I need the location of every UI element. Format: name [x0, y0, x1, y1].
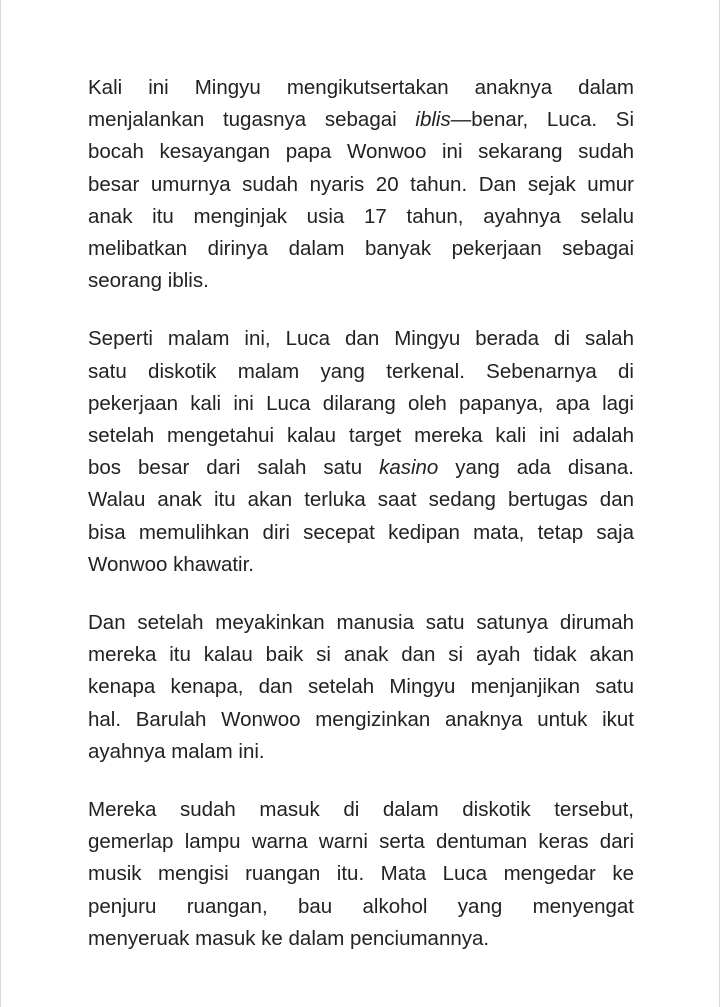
text-run: penjuru ruangan, bau alkohol yang menyengat: [88, 894, 634, 918]
text-run: ayahnya malam ini.: [88, 739, 265, 763]
text-run: satu diskotik malam yang terkenal. Sebenarnya di: [88, 359, 634, 383]
document-body: [88, 72, 634, 981]
text-run: pekerjaan kali ini Luca dilarang oleh papanya, apa lagi: [88, 391, 634, 415]
text-line: [88, 265, 634, 297]
text-line: [88, 388, 634, 420]
text-run: Kali ini Mingyu mengikutsertakan anaknya dalam: [88, 76, 634, 99]
text-run: Seperti malam ini, Luca dan Mingyu berada di salah: [88, 327, 634, 351]
italic-text: iblis: [415, 108, 451, 132]
text-run: yang ada disana.: [438, 456, 634, 480]
text-line: [88, 639, 634, 671]
text-line: [88, 233, 634, 265]
text-run: kenapa kenapa, dan setelah Mingyu menjanjikan satu: [88, 675, 634, 699]
text-run: mereka itu kalau baik si anak dan si ayah tidak akan: [88, 643, 634, 667]
text-line: [88, 671, 634, 703]
text-line: [88, 826, 634, 858]
text-run: bos besar dari salah satu: [88, 456, 380, 480]
text-line: [88, 891, 634, 923]
text-line: [88, 704, 634, 736]
text-line: [88, 549, 634, 581]
text-run: musik mengisi ruangan itu. Mata Luca mengedar ke: [88, 862, 634, 886]
text-line: [88, 923, 634, 955]
paragraph: [88, 607, 634, 768]
text-run: anak itu menginjak usia 17 tahun, ayahnya selalu: [88, 204, 634, 228]
paragraph: [88, 72, 634, 297]
text-line: [88, 517, 634, 549]
text-run: setelah mengetahui kalau target mereka kali ini adalah: [88, 424, 634, 448]
text-run: melibatkan dirinya dalam banyak pekerjaan sebagai: [88, 237, 634, 261]
text-line: [88, 323, 634, 355]
text-run: Mereka sudah masuk di dalam diskotik tersebut,: [88, 798, 634, 822]
italic-text: kasino: [379, 456, 439, 480]
text-run: seorang iblis.: [88, 269, 209, 293]
text-line: [88, 452, 634, 484]
text-run: bocah kesayangan papa Wonwoo ini sekarang sudah: [88, 140, 634, 164]
paragraph: [88, 323, 634, 581]
text-line: [88, 484, 634, 516]
text-line: [88, 136, 634, 168]
text-line: [88, 201, 634, 233]
text-line: [88, 169, 634, 201]
text-run: gemerlap lampu warna warni serta dentuman keras dari: [88, 830, 634, 854]
text-line: [88, 736, 634, 768]
text-run: hal. Barulah Wonwoo mengizinkan anaknya untuk ikut: [88, 707, 634, 731]
text-run: menyeruak masuk ke dalam penciumannya.: [88, 926, 490, 950]
text-line: [88, 794, 634, 826]
text-run: besar umurnya sudah nyaris 20 tahun. Dan sejak umur: [88, 172, 634, 196]
text-line: [88, 72, 634, 104]
text-line: [88, 607, 634, 639]
text-run: menjalankan tugasnya sebagai: [88, 108, 416, 132]
text-line: [88, 104, 634, 136]
text-run: Walau anak itu akan terluka saat sedang bertugas dan: [88, 488, 634, 512]
text-run: Dan setelah meyakinkan manusia satu satunya dirumah: [88, 611, 634, 635]
text-run: —benar, Luca. Si: [450, 108, 635, 132]
paragraph: [88, 794, 634, 955]
text-run: Wonwoo khawatir.: [88, 552, 254, 576]
text-run: bisa memulihkan diri secepat kedipan mata, tetap saja: [88, 520, 634, 544]
text-line: [88, 858, 634, 890]
text-line: [88, 356, 634, 388]
text-line: [88, 420, 634, 452]
